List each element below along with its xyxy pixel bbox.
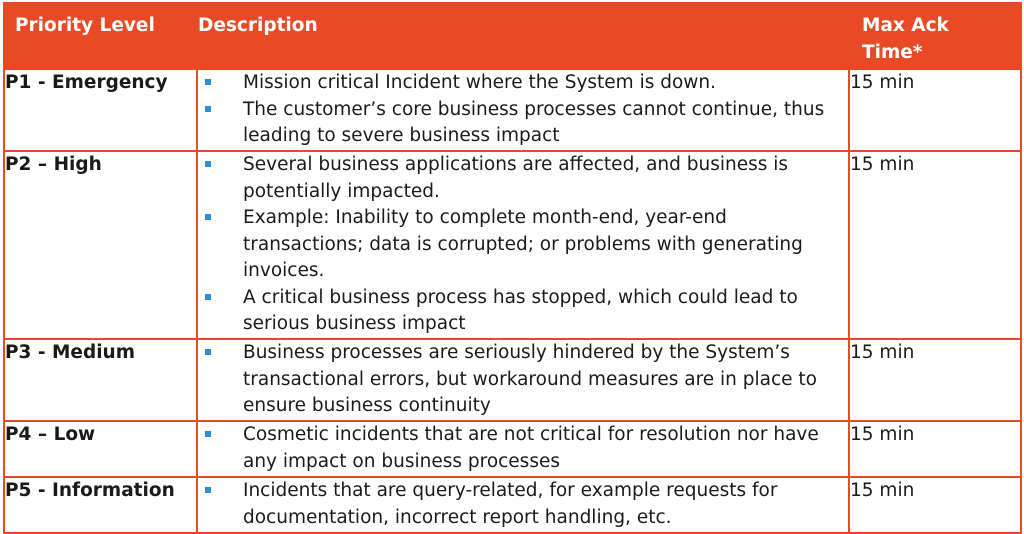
header-description: Description [197,3,849,69]
list-item [198,285,848,338]
bullet-text: Business processes are seriously hindered by the System’s transactional errors, but workaround measures are in place to ensure business continuity [243,342,817,416]
bullet-text: A critical business process has stopped, which could lead to serious business impact [243,286,798,334]
bullet-text: Mission critical Incident where the System is down. [243,72,717,93]
priority-level-cell: P2 – High [4,151,197,339]
table-row [4,421,1021,477]
header-row [4,3,1021,69]
description-cell [197,151,849,339]
ack-time-cell: 15 min [849,69,1021,151]
bullet-text: Example: Inability to complete month-end, year-end transactions; data is corrupted; or problems with generating invoices. [243,207,803,281]
bullet-text: Incidents that are query-related, for example requests for documentation, incorrect report handling, etc. [243,480,778,528]
table-row [4,477,1021,533]
bullet-text: Cosmetic incidents that are not critical for resolution nor have any impact on business processes [243,424,819,472]
table-row [4,339,1021,421]
list-item [198,205,848,285]
priority-level-cell: P4 – Low [4,421,197,477]
priority-level-cell: P3 - Medium [4,339,197,421]
header-priority-level: Priority Level [4,3,197,69]
ack-time-cell: 15 min [849,339,1021,421]
bullet-square-icon [205,431,211,437]
list-item [198,422,848,475]
bullet-square-icon [205,294,211,300]
bullet-text: The customer’s core business processes cannot continue, thus leading to severe business impact [243,98,825,146]
header-max-ack-time: Max Ack Time* [849,3,1021,69]
description-cell [197,421,849,477]
ack-time-cell: 15 min [849,421,1021,477]
list-item [198,152,848,205]
bullet-square-icon [205,487,211,493]
ack-time-cell: 15 min [849,477,1021,533]
bullet-square-icon [205,79,211,85]
description-cell [197,339,849,421]
priority-level-cell: P5 - Information [4,477,197,533]
priority-level-cell: P1 - Emergency [4,69,197,151]
bullet-list [198,152,848,338]
table-row [4,151,1021,339]
bullet-square-icon [205,214,211,220]
priority-table-wrapper [3,2,1020,527]
list-item [198,340,848,420]
bullet-list [198,70,848,150]
description-cell [197,69,849,151]
bullet-text: Several business applications are affected, and business is potentially impacted. [243,154,789,202]
ack-time-cell: 15 min [849,151,1021,339]
bullet-square-icon [205,106,211,112]
description-cell [197,477,849,533]
list-item [198,478,848,531]
bullet-list [198,478,848,531]
priority-table [3,2,1022,534]
bullet-square-icon [205,161,211,167]
list-item [198,70,848,97]
list-item [198,97,848,150]
bullet-list [198,422,848,475]
bullet-list [198,340,848,420]
bullet-square-icon [205,349,211,355]
table-row [4,69,1021,151]
